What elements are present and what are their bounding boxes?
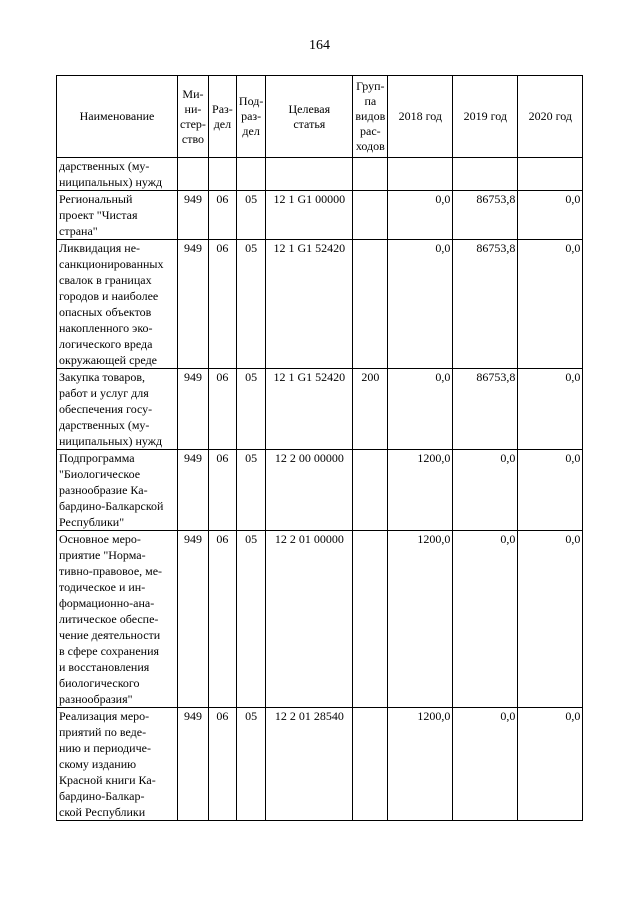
row-section: 06 (208, 708, 236, 821)
row-section: 06 (208, 450, 236, 531)
header-name: Наименование (57, 76, 178, 158)
page-number: 164 (309, 38, 330, 53)
row-2018: 0,0 (388, 240, 453, 369)
row-2019: 0,0 (453, 708, 518, 821)
table-row (57, 531, 583, 708)
row-ministry: 949 (178, 450, 209, 531)
table-row (57, 240, 583, 369)
row-2020: 0,0 (518, 191, 583, 240)
row-2019: 0,0 (453, 531, 518, 708)
row-name: Подпрограмма "Биологическое разнообразие Ка- бардино-Балкарской Республики" (57, 450, 178, 531)
row-target-article: 12 2 01 28540 (266, 708, 353, 821)
row-section (208, 158, 236, 191)
row-2019: 86753,8 (453, 240, 518, 369)
row-section: 06 (208, 369, 236, 450)
row-subsection: 05 (236, 531, 265, 708)
row-name: Основное меро- приятие "Норма- тивно-правовое, ме- тодическое и ин- формационно-ана- литическое обеспе- чение деятельности в сфере сохранения и восстановления биологического разнообразия" (57, 531, 178, 708)
table-row (57, 369, 583, 450)
row-section: 06 (208, 191, 236, 240)
row-name: Ликвидация не- санкционированных свалок в границах городов и наиболее опасных объектов накопленного эко- логического вреда окружающей среде (57, 240, 178, 369)
row-2020: 0,0 (518, 708, 583, 821)
row-2019: 0,0 (453, 450, 518, 531)
row-2020: 0,0 (518, 369, 583, 450)
row-ministry: 949 (178, 191, 209, 240)
table-row (57, 191, 583, 240)
row-2020 (518, 158, 583, 191)
row-expense-group (353, 158, 388, 191)
row-name: Реализация меро- приятий по веде- нию и периодиче- скому изданию Красной книги Ка- бардино-Балкар- ской Республики (57, 708, 178, 821)
row-expense-group (353, 191, 388, 240)
row-section: 06 (208, 240, 236, 369)
row-name: дарственных (му- ниципальных) нужд (57, 158, 178, 191)
row-subsection: 05 (236, 369, 265, 450)
row-ministry: 949 (178, 708, 209, 821)
header-2018: 2018 год (388, 76, 453, 158)
row-subsection: 05 (236, 708, 265, 821)
row-2020: 0,0 (518, 240, 583, 369)
row-subsection: 05 (236, 450, 265, 531)
header-target-article: Целевая статья (266, 76, 353, 158)
row-subsection: 05 (236, 191, 265, 240)
row-ministry: 949 (178, 369, 209, 450)
row-expense-group: 200 (353, 369, 388, 450)
header-ministry: Ми- ни- стер- ство (178, 76, 209, 158)
row-2019: 86753,8 (453, 369, 518, 450)
row-2018 (388, 158, 453, 191)
row-target-article: 12 2 01 00000 (266, 531, 353, 708)
row-target-article: 12 2 00 00000 (266, 450, 353, 531)
row-2019 (453, 158, 518, 191)
row-section: 06 (208, 531, 236, 708)
row-ministry: 949 (178, 240, 209, 369)
row-expense-group (353, 531, 388, 708)
row-2018: 1200,0 (388, 450, 453, 531)
row-subsection (236, 158, 265, 191)
header-2019: 2019 год (453, 76, 518, 158)
table-row (57, 158, 583, 191)
row-2019: 86753,8 (453, 191, 518, 240)
table-header-row (57, 76, 583, 158)
row-ministry (178, 158, 209, 191)
row-target-article: 12 1 G1 00000 (266, 191, 353, 240)
budget-table (56, 75, 583, 821)
row-expense-group (353, 240, 388, 369)
row-2018: 1200,0 (388, 531, 453, 708)
row-target-article: 12 1 G1 52420 (266, 240, 353, 369)
row-target-article (266, 158, 353, 191)
row-subsection: 05 (236, 240, 265, 369)
header-section: Раз- дел (208, 76, 236, 158)
row-name: Региональный проект "Чистая страна" (57, 191, 178, 240)
row-2018: 0,0 (388, 191, 453, 240)
row-expense-group (353, 708, 388, 821)
row-2020: 0,0 (518, 450, 583, 531)
row-ministry: 949 (178, 531, 209, 708)
row-name: Закупка товаров, работ и услуг для обеспечения госу- дарственных (му- ниципальных) нужд (57, 369, 178, 450)
table-row (57, 450, 583, 531)
row-target-article: 12 1 G1 52420 (266, 369, 353, 450)
row-2020: 0,0 (518, 531, 583, 708)
header-2020: 2020 год (518, 76, 583, 158)
row-expense-group (353, 450, 388, 531)
header-subsection: Под- раз- дел (236, 76, 265, 158)
row-2018: 0,0 (388, 369, 453, 450)
header-expense-group: Груп- па видов рас- ходов (353, 76, 388, 158)
table-row (57, 708, 583, 821)
row-2018: 1200,0 (388, 708, 453, 821)
